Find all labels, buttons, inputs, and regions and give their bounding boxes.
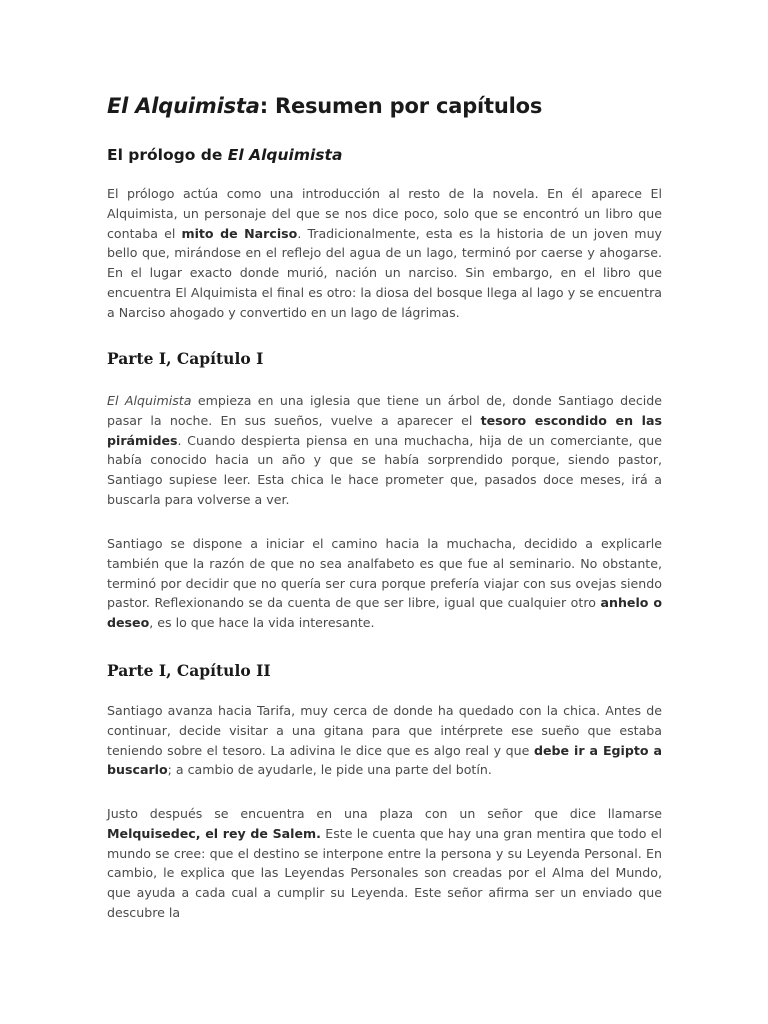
document-title-italic: El Alquimista [107, 94, 260, 118]
paragraph-cap2-2: Justo después se encuentra en una plaza con un señor que dice llamarse Melquisedec, el rey de Salem. Este le cuenta que hay una gran mentira que todo el mundo se cree: que el destino se interpone entre la persona y su Leyenda Personal. En cambio, le explica que las Leyendas Personales son creadas por el Alma del Mundo, que ayuda a cada cual a cumplir su Leyenda. Este señor afirma ser un enviado que descubre la [107, 806, 662, 920]
heading-parte1-cap1: Parte I, Capítulo I [107, 349, 264, 368]
paragraph-cap1-2: Santiago se dispone a iniciar el camino hacia la muchacha, decidido a explicarle también que la razón de que no sea analfabeto es que fue al seminario. No obstante, terminó por decidir que no quería ser cura porque prefería viajar con sus ovejas siendo pastor. Reflexionando se da cuenta de que ser libre, igual que cualquier otro anhelo o deseo, es lo que hace la vida interesante. [107, 536, 662, 631]
paragraph-cap1-1: El Alquimista empieza en una iglesia que tiene un árbol de, donde Santiago decide pasar la noche. En sus sueños, vuelve a aparecer el tesoro escondido en las pirámides. Cuando despierta piensa en una muchacha, hija de un comerciante, que había conocido hacia un año y que se había sorprendido porque, siendo pastor, Santiago supiese leer. Esta chica le hace prometer que, pasados doce meses, irá a buscarla para volverse a ver. [107, 393, 662, 507]
heading-parte1-cap2: Parte I, Capítulo II [107, 661, 271, 680]
paragraph-cap2-1: Santiago avanza hacia Tarifa, muy cerca de donde ha quedado con la chica. Antes de continuar, decide visitar a una gitana para que intérprete ese sueño que estaba teniendo sobre el tesoro. La adivina le dice que es algo real y que debe ir a Egipto a buscarlo; a cambio de ayudarle, le pide una parte del botín. [107, 703, 663, 778]
document-title-rest: : Resumen por capítulos [259, 94, 543, 118]
document-title [107, 94, 542, 118]
paragraph-prologo: El prólogo actúa como una introducción al resto de la novela. En él aparece El Alquimista, un personaje del que se nos dice poco, solo que se encontró un libro que contaba el mito de Narciso. Tradicionalmente, esta es la historia de un joven muy bello que, mirándose en el reflejo del agua de un lago, terminó por caerse y ahogarse. En el lugar exacto donde murió, nación un narciso. Sin embargo, en el libro que encuentra El Alquimista el final es otro: la diosa del bosque llega al lago y se encuentra a Narciso ahogado y convertido en un lago de lágrimas. [107, 186, 663, 320]
heading-prologo: El prólogo de El Alquimista [107, 146, 343, 164]
